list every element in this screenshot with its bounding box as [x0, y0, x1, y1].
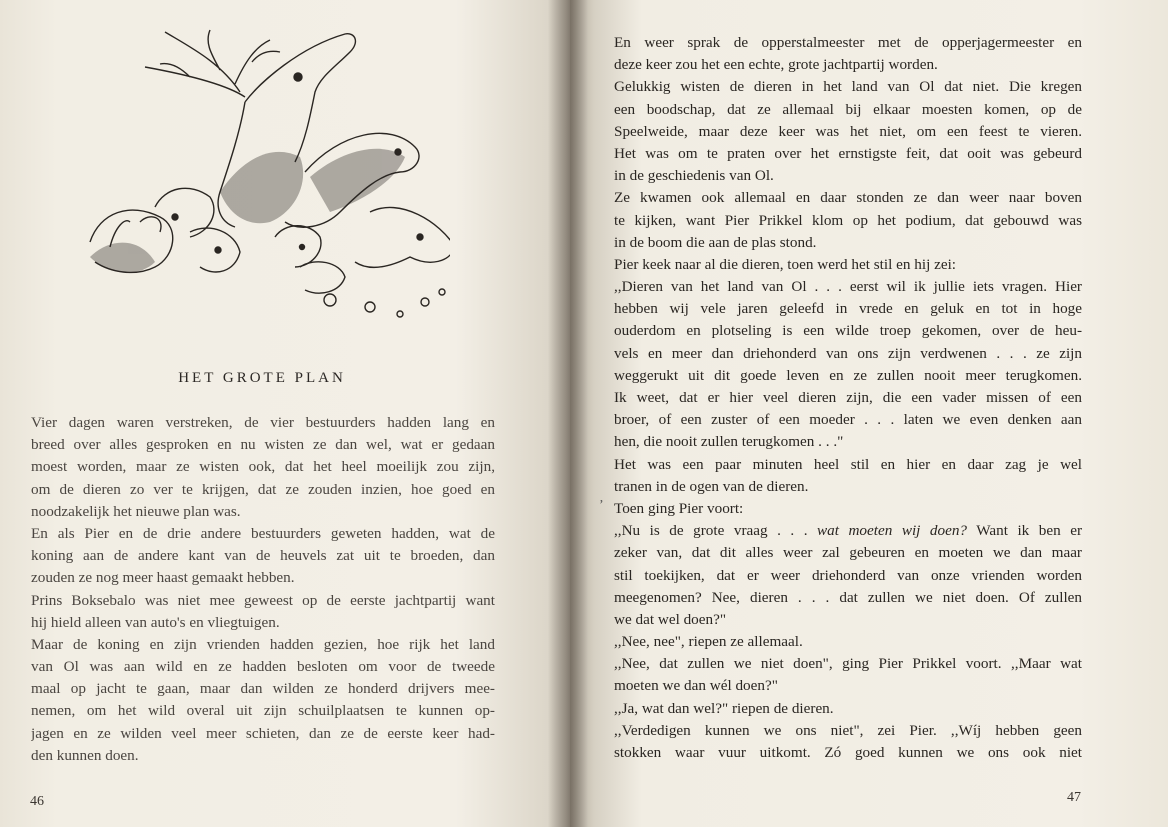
- text-line: stokken waar vuur uitkomt. Zó goed kunnen we ons ook niet: [614, 744, 1082, 761]
- text-line: ,,Dieren van het land van Ol . . . eerst wil ik jullie iets vragen. Hier: [614, 278, 1082, 296]
- text-line: Het was om te praten over het ernstigste feit, dat ooit was gebeurd: [614, 144, 1082, 162]
- text-line: breed over alles gesproken en nu wisten ze dan wel, wat er gedaan: [31, 436, 495, 454]
- text-line: zouden ze nog meer haast gemaakt hebben.: [31, 569, 295, 587]
- animal-illustration: [70, 22, 450, 330]
- text-line: En weer sprak de opperstalmeester met de opperjagermeester en: [614, 34, 1082, 51]
- text-line-mixed: [614, 520, 1082, 542]
- text-line: ,,Verdedigen kunnen we ons niet", zei Pier. ,,Wíj hebben geen: [614, 721, 1082, 739]
- text-line: meegenomen? Nee, dieren . . . dat zullen we niet doen. Of zullen: [614, 588, 1082, 606]
- text-line: Toen ging Pier voort:: [614, 499, 744, 517]
- text-line: ,,Ja, wat dan wel?" riepen de dieren.: [614, 699, 834, 717]
- margin-mark: ʼ: [599, 498, 604, 513]
- text-line: moeten we dan wél doen?": [614, 677, 778, 695]
- text-line: Het was een paar minuten heel stil en hier en daar zag je wel: [614, 455, 1082, 473]
- text-line: ,,Nee, dat zullen we niet doen", ging Pier Prikkel voort. ,,Maar wat: [614, 655, 1082, 673]
- text-line: moest worden, maar ze wisten ook, dat het heel moeilijk zou zijn,: [31, 458, 495, 476]
- text-line: Ze kwamen ook allemaal en daar stonden ze dan weer naar boven: [614, 189, 1082, 207]
- text-segment: Want ik ben er: [967, 522, 1082, 540]
- text-line: om de dieren zo ver te krijgen, dat ze zouden inzien, hoe goed en: [31, 480, 495, 498]
- text-segment: ,,Nu is de grote vraag . . .: [614, 522, 818, 540]
- text-line: deze keer zou het een echte, grote jachtpartij worden.: [614, 56, 938, 74]
- text-line: nemen, om het wild overal uit zijn schuilplaatsen te kunnen op-: [31, 702, 495, 720]
- text-line: tranen in de ogen van de dieren.: [614, 477, 809, 495]
- text-line: noodzakelijk het nieuwe plan was.: [31, 502, 241, 520]
- text-line: ouderdom en plotseling is een wilde troep gekomen, over de heu-: [614, 322, 1082, 340]
- italic-question: wat moeten wij doen?: [817, 522, 968, 540]
- text-line: koning aan de andere kant van de heuvels zat uit te broeden, dan: [31, 547, 495, 565]
- text-line: Vier dagen waren verstreken, de vier bestuurders hadden lang en: [31, 414, 495, 431]
- text-line: in de geschiedenis van Ol.: [614, 167, 774, 185]
- chapter-title: HET GROTE PLAN: [178, 370, 346, 386]
- text-line: we dat wel doen?": [614, 610, 727, 628]
- text-line: ,,Nee, nee", riepen ze allemaal.: [614, 633, 803, 651]
- book-gutter: [548, 0, 588, 827]
- text-line: in de boom die aan de plas stond.: [614, 233, 817, 251]
- text-line: En als Pier en de drie andere bestuurders geweten hadden, wat de: [31, 524, 495, 542]
- text-line: maal op jacht te gaan, maar dan wilden ze honderd drijvers mee-: [31, 680, 495, 698]
- text-line: te kijken, want Pier Prikkel klom op het podium, dat gebouwd was: [614, 211, 1082, 229]
- text-line: Ik weet, dat er hier veel dieren zijn, die een vader missen of een: [614, 389, 1082, 406]
- page-number-right: 47: [1067, 790, 1081, 805]
- left-page: [0, 0, 570, 827]
- text-line: een boodschap, dat ze allemaal bij elkaar moesten komen, op de: [614, 100, 1082, 118]
- text-line: weggerukt uit dit goede leven en ze zullen nooit meer terugkomen.: [614, 366, 1082, 384]
- right-page-body: [614, 32, 1082, 764]
- text-line: broer, of een zuster of een moeder . . . laten we even denken aan: [614, 411, 1082, 429]
- text-line: hebben wij vele jaren geleefd in vrede en geluk en tot in hoge: [614, 300, 1082, 318]
- text-line: Gelukkig wisten de dieren in het land van Ol dat niet. Die kregen: [614, 78, 1082, 96]
- text-line: stil toekijken, dat er weer driehonderd van onze vrienden worden: [614, 566, 1082, 584]
- left-page-body: [31, 412, 495, 767]
- text-line: hen, die nooit zullen terugkomen . . .": [614, 433, 844, 451]
- text-line: vels en meer dan driehonderd van ons zijn verdwenen . . . ze zijn: [614, 344, 1082, 362]
- text-line: van Ol was aan wild en ze hadden besloten om voor de tweede: [31, 658, 495, 676]
- text-line: Maar de koning en zijn vrienden hadden gezien, hoe rijk het land: [31, 635, 495, 653]
- text-line: den kunnen doen.: [31, 746, 139, 764]
- text-line: Prins Boksebalo was niet mee geweest op de eerste jachtpartij want: [31, 591, 495, 609]
- text-line: zeker van, dat dit alles weer zal gebeuren en moeten we dan maar: [614, 544, 1082, 562]
- text-line: hij hield alleen van auto's en vliegtuigen.: [31, 613, 280, 631]
- page-number-left: 46: [30, 794, 44, 809]
- text-line: Speelweide, maar deze keer was het niet, om een feest te vieren.: [614, 122, 1082, 140]
- text-line: Pier keek naar al die dieren, toen werd het stil en hij zei:: [614, 255, 957, 273]
- text-line: jagen en ze wilden veel meer schieten, dan ze de eerste keer had-: [31, 724, 495, 742]
